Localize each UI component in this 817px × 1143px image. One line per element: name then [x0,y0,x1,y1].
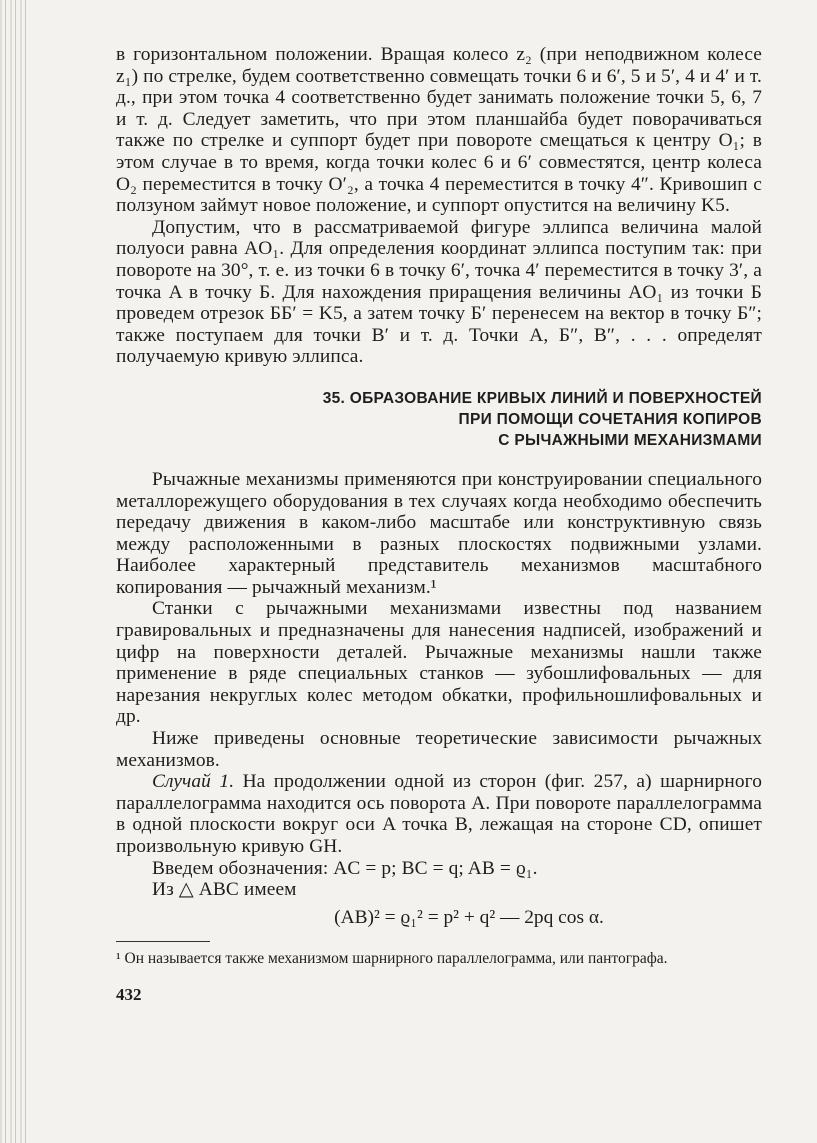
section-heading [116,388,762,451]
case-1-label: Случай 1. [152,771,235,793]
paragraph-engraving-machines: Станки с рычажными механизмами известны под названием гравировальных и предназначены для нанесения надписей, изображений и цифр на поверхности деталей. Рычажные механизмы нашли также применение в ряде специальных станков — зубошлифовальных — для нарезания некруглых колес методом обкатки, профильношлифовальных и др. [116,598,762,728]
page-content [116,44,762,1005]
heading-line-2: ПРИ ПОМОЩИ СОЧЕТАНИЯ КОПИРОВ [458,410,762,428]
formula-ab-squared: (AB)² = ϱ₁² = p² + q² — 2pq cos α. [334,906,604,928]
page-number: 432 [116,984,142,1004]
paragraph-notation: Введем обозначения: AC = p; BC = q; AB = ϱ₁. [152,857,538,879]
case-1-text: На продолжении одной из сторон (фиг. 257, a) шарнирного параллелограмма находится ось поворота A. При повороте параллелограмма в одной плоскости вокруг оси A точка B, лежащая на стороне CD, опишет произвольную кривую GH. [116,771,763,857]
book-binding-edge [0,0,26,1143]
heading-line-1: 35. ОБРАЗОВАНИЕ КРИВЫХ ЛИНИЙ И ПОВЕРХНОСТЕЙ [322,389,762,407]
paragraph-from-triangle: Из △ ABC имеем [152,879,297,901]
paragraph-theoretical-dependencies: Ниже приведены основные теоретические зависимости рычажных механизмов. [116,728,762,771]
paragraph-case-1 [116,771,762,857]
paragraph-ellipse-coordinates: Допустим, что в рассматриваемой фигуре эллипса величина малой полуоси равна AO₁. Для определения координат эллипса поступим так: при повороте на 30°, т. е. из точки 6 в точку 6′, точка 4′ переместится в точку 3′, а точка A в точку Б. Для нахождения приращения величины AO₁ из точки Б проведем отрезок ББ′ = K5, а затем точку Б′ перенесем на вектор в точку Б″; также поступаем для точки B′ и т. д. Точки A, Б″, B″, . . . определят получаемую кривую эллипса. [116,216,762,368]
paragraph-lever-mechanisms: Рычажные механизмы применяются при конструировании специального металлорежущего оборудования в тех случаях когда необходимо обеспечить передачу движения в каком-либо масштабе или конструктивную связь между расположенными в разных плоскостях подвижными узлами. Наиболее характерный представитель механизмов масштабного копирования — рычажный механизм.¹ [116,468,762,598]
footnote: ¹ Он называется также механизмом шарнирного параллелограмма, или пантографа. [116,949,668,967]
paragraph-continuation: в горизонтальном положении. Вращая колесо z₂ (при неподвижном колесе z₁) по стрелке, будем соответственно совмещать точки 6 и 6′, 5 и 5′, 4 и 4′ и т. д., при этом точка 4 соответственно будет занимать положение точки 5, 6, 7 и т. д. Следует заметить, что при этом планшайба будет поворачиваться также по стрелке и суппорт будет при повороте смещаться к центру O₁; в этом случае в то время, когда точки колес 6 и 6′ совместятся, центр колеса O₂ переместится в точку O′₂, а точка 4 переместится в точку 4″. Кривошип с ползуном займут новое положение, и суппорт опустится на величину K5. [116,44,762,217]
heading-line-3: С РЫЧАЖНЫМИ МЕХАНИЗМАМИ [498,431,762,449]
footnote-divider [116,941,210,942]
